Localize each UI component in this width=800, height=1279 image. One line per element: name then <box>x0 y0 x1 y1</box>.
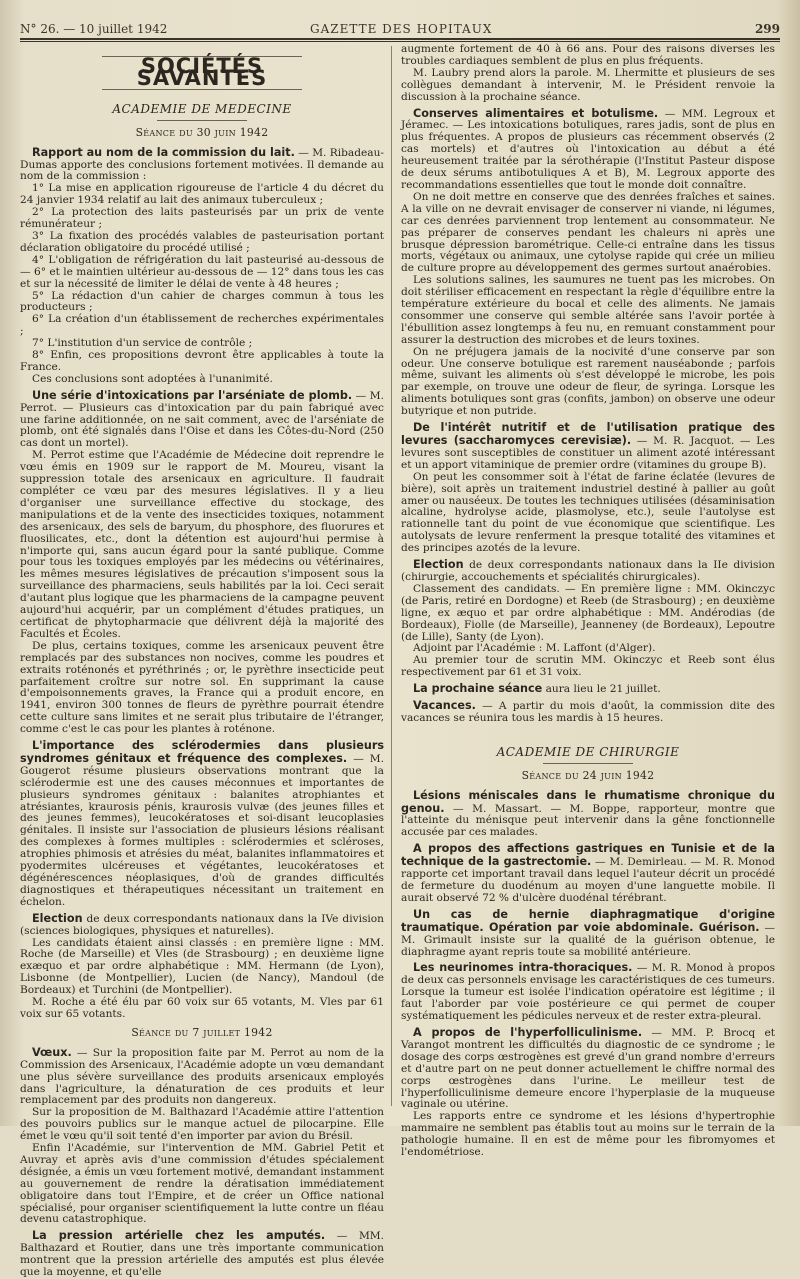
journal-name: GAZETTE DES HOPITAUX <box>310 22 493 36</box>
article-pression: La pression artérielle chez les amputés. — MM. Balthazard et Routier, dans une très importante communication montrent que la pression artérielle des amputés est plus élevée que la moyenne, et qu'elle <box>20 1229 384 1279</box>
article-title: La prochaine séance <box>413 682 543 696</box>
article-gastriques: A propos des affections gastriques en Tunisie et de la technique de la gastrectomie. — M. Demirleau. — M. R. Monod rapporte cet important travail dans lequel l'auteur décrit un procédé de fermeture du duodénum au moyen d'une languette mobile. Il aurait observé 72 % d'ulcère duodénal térébrant. <box>401 842 775 904</box>
seance-heading: Séance du 24 juin 1942 <box>521 768 655 782</box>
right-column <box>401 44 775 1159</box>
paragraph: Enfin l'Académie, sur l'intervention de MM. Gabriel Petit et Auvray et après avis d'une commission d'études spécialement désignée, a émis un vœu fortement motivé, demandant instamment au gouvernement de rendre la dératisation immédiatement obligatoire dans tout l'Empire, et de créer un Office national spécialisé, pour organiser scientifiquement la lutte contre un fléau devenu catastrophique. <box>20 1142 384 1226</box>
article-title: Election <box>32 911 83 925</box>
article-vacances: Vacances. — A partir du mois d'août, la commission dite des vacances se réunira tous les mardis à 15 heures. <box>401 699 775 724</box>
paragraph: Les solutions salines, les saumures ne tuent pas les microbes. On doit stériliser efficacement en respectant la règle d'équilibre entre la température extérieure du bocal et celle des aliments. Ne jamais consommer une conserve qui semble altérée sans l'avoir portée à l'ébullition assez longtemps à feu nu, en remuant constamment pour assurer la destruction des microbes et de leurs toxines. <box>401 274 775 346</box>
article-prochaine-seance: La prochaine séance aura lieu le 21 juillet. <box>413 682 661 696</box>
article-title: Election <box>413 558 464 572</box>
article-title: Vacances. <box>413 699 476 713</box>
article-lait: Rapport au nom de la commission du lait. — M. Ribadeau-Dumas apporte des conclusions fortement motivées. Il demande au nom de la commission : <box>20 145 385 183</box>
article-arseniate: Une série d'intoxications par l'arséniate de plomb. — M. Perrot. — Plusieurs cas d'intoxication par du pain fabriqué avec une farine additionnée, on ne sait comment, avec de l'arséniate de plomb, ont été signalés dans l'Oise et dans les Côtes-du-Nord (250 cas dont un mortel). <box>20 388 385 450</box>
column-divider <box>391 46 392 1106</box>
list-item: 6° La création d'un établissement de recherches expérimentales ; <box>20 313 384 338</box>
article-election-2: Election de deux correspondants nationaux dans la IIe division (chirurgie, accouchements et spécialités chirurgicales). <box>401 558 775 583</box>
article-title: Vœux. <box>32 1045 72 1059</box>
paragraph: augmente fortement de 40 à 66 ans. Pour des raisons diverses les troubles cardiaques semblent de plus en plus fréquents. <box>401 43 775 67</box>
article-levures: De l'intérêt nutritif et de l'utilisation pratique des levures (saccharomyces cerevisiæ). — M. R. Jacquot. — Les levures sont susceptibles de constituer un aliment azoté intéressant et un apport vitaminique de premier ordre (vitamines du groupe B). <box>401 421 775 471</box>
academy-chirurgie-heading: ACADEMIE DE CHIRURGIE <box>401 747 775 764</box>
article-title: Conserves alimentaires et botulisme. <box>413 106 659 120</box>
list-item: 2° La protection des laits pasteurisés par un prix de vente rémunérateur ; <box>20 206 384 231</box>
list-item: 8° Enfin, ces propositions devront être applicables à toute la France. <box>20 349 384 373</box>
article-election: Election de deux correspondants nationaux dans la IVe division (sciences biologiques, physiques et naturelles). <box>20 911 384 937</box>
paragraph: Sur la proposition de M. Balthazard l'Académie attire l'attention des pouvoirs publics sur le manque actuel de pilocarpine. Elle émet le vœu qu'il soit tenté d'en importer par avion du Brésil. <box>20 1106 384 1143</box>
paragraph: M. Perrot estime que l'Académie de Médecine doit reprendre le vœu émis en 1909 sur le rapport de M. Moureu, visant la suppression totale des arsenicaux en agriculture. Il faudrait compléter ce vœu par des mesures législatives. Il y a lieu d'organiser une surveillance effective du stockage, des manipulations et de la vente des insecticides toxiques, notamment des arsenicaux, des sels de baryum, du phosphore, des fluorures et fluosilicates, etc., dont la détention est aujourd'hui permise à n'importe qui, sans aucun égard pour la santé publique. Comme pour tous les toxiques employés par les médecins ou vétérinaires, les mêmes mesures législatives de précaution s'imposent sous la surveillance des pharmaciens, seuls habilités par la loi. Ceci serait d'autant plus logique que les pharmaciens de la campagne peuvent aujourd'hui acquérir, par un complément d'études pratiques, un certificat de phytopharmacie que délivrent déjà la majorité des Facultés et Écoles. <box>20 449 384 640</box>
article-title: A propos des affections gastriques en Tunisie et de la technique de la gastrectomie. <box>401 842 775 869</box>
paragraph: On ne doit mettre en conserve que des denrées fraîches et saines. A la ville on ne devrait envisager de conserver ni viande, ni légumes, car ces denrées parviennent trop lentement au consommateur. Ne pas préparer de conserves pendant les chaleurs ni après une brusque dépression barométrique. Celle-ci entraîne dans les tissus morts, végétaux ou animaux, une cytolyse rapide qui crée un milieu de culture propre au développement des germes surtout anaérobies. <box>401 190 775 275</box>
list-item: 5° La rédaction d'un cahier de charges commun à tous les producteurs ; <box>20 289 384 314</box>
left-column <box>20 44 384 1279</box>
article-sclerodermies: L'importance des sclérodermies dans plusieurs syndromes génitaux et fréquence des complexes. — M. Gougerot résume plusieurs observations montrant que la sclérodermie est une des causes méconnues et importantes de plusieurs syndromes génitaux : balanites atrophiantes et atrésiantes, kraurosis pénis, kraurosis vulvæ (des jeunes filles et des jeunes femmes), leucokératoses et soi-disant leucoplasies génitales. Il insiste sur l'association de plusieurs lésions réalisant des complexes à formes multiples : sclérodermies et scléroses, atrophies phimosis et atrésies du méat, balanites inflammatoires et pyodermites ulcéreuses et végétantes, leucokératoses et dégénérescences néoplasiques, d'où de grandes difficultés diagnostiques et thérapeutiques nécessitant un traitement en échelon. <box>20 739 384 908</box>
article-title: Rapport au nom de la commission du lait. <box>32 145 295 159</box>
list-item: 3° La fixation des procédés valables de pasteurisation portant déclaration obligatoire du procédé utilisé ; <box>20 229 384 254</box>
list-item: 1° La mise en application rigoureuse de l'article 4 du décret du 24 janvier 1934 relatif au lait des animaux tuberculeux ; <box>20 182 384 207</box>
paragraph: De plus, certains toxiques, comme les arsenicaux peuvent être remplacés par des substances non nocives, comme les poudres et extraits roténonés et pyréthrinés ; or, le pyrèthre insecticide peut parfaitement croître sur notre sol. En supprimant la cause d'empoisonnements graves, la France qui a produit encore, en 1941, environ 300 tonnes de fleurs de pyrèthre pourrait étendre cette culture sans limites et ne serait plus tributaire de l'étranger, comme c'est le cas pour les plantes à roténone. <box>20 639 384 736</box>
article-title: Lésions méniscales dans le rhumatisme chronique du genou. <box>401 788 775 815</box>
list-item: 4° L'obligation de réfrigération du lait pasteurisé au-dessous de — 6° et le maintien ultérieur au-dessous de — 12° dans tous les cas et sur la nécessité de limiter le délai de vente à 48 heures ; <box>20 253 384 290</box>
article-title: Un cas de hernie diaphragmatique d'origine traumatique. Opération par voie abdominale. Guérison. <box>401 907 775 934</box>
paragraph: M. Laubry prend alors la parole. M. Lhermitte et plusieurs de ses collègues demandant à intervenir, M. le Président renvoie la discussion à la prochaine séance. <box>401 66 775 103</box>
paragraph: Les candidats étaient ainsi classés : en première ligne : MM. Roche (de Marseille) et Vles (de Strasbourg) ; en deuxième ligne exæquo et par ordre alphabétique : MM. Hermann (de Lyon), Lisbonne (de Montpellier), Lucien (de Nancy), Mandoul (de Bordeaux) et Turchini (de Montpellier). <box>20 936 384 997</box>
header-rule-thin <box>20 41 780 42</box>
paragraph: Classement des candidats. — En première ligne : MM. Okinczyc (de Paris, retiré en Dordogne) et Reeb (de Strasbourg) ; en deuxième ligne, ex æquo et par ordre alphabétique : MM. Andérodias (de Bordeaux), Fiolle (de Marseille), Jeanneney (de Bordeaux), Lepoutre (de Lille), Santy (de Lyon). <box>401 582 775 643</box>
list-item: Ces conclusions sont adoptées à l'unanimité. <box>32 372 273 385</box>
section-title: SOCIÉTÉS SAVANTES <box>102 56 302 90</box>
header-rule <box>20 38 780 40</box>
seance-heading: Séance du 30 juin 1942 <box>135 125 269 139</box>
paragraph: On ne préjugera jamais de la nocivité d'une conserve par son odeur. Une conserve botulique est rarement nauséabonde ; parfois même, suivant les aliments où s'est développé le microbe, les pois par exemple, on trouve une odeur de fleur, de syringa. Lorsque les aliments botuliques sont gras (confits, jambon) on observe une odeur butyrique et non putride. <box>401 345 775 418</box>
page-number: 299 <box>754 22 780 36</box>
paragraph: Au premier tour de scrutin MM. Okinczyc et Reeb sont élus respectivement par 61 et 31 voix. <box>401 654 775 679</box>
article-voeux: Vœux. — Sur la proposition faite par M. Perrot au nom de la Commission des Arsenicaux, l'Académie adopte un vœu demandant une plus sévère surveillance des produits arsenicaux employés dans l'agriculture, la dénaturation de ces produits et leur remplacement par des produits non dangereux. <box>20 1045 384 1107</box>
paragraph: Les rapports entre ce syndrome et les lésions d'hypertrophie mammaire ne semblent pas établis tout au moins sur le terrain de la pathologie humaine. Il en est de même pour les fibromyomes et l'endométriose. <box>401 1110 775 1159</box>
article-title: Les neurinomes intra-thoraciques. <box>413 961 633 975</box>
issue-date: N° 26. — 10 juillet 1942 <box>20 22 168 36</box>
seance-heading: Séance du 7 juillet 1942 <box>131 1025 273 1039</box>
paragraph: On peut les consommer soit à l'état de farine éclatée (levures de bière), soit après un traitement industriel destiné à pallier au goût amer ou nauséeux. De toutes les techniques utilisées (désaminisation alcaline, hydrolyse acide, plasmolyse, etc.), seule l'autolyse est rationnelle tant du point de vue économique que scientifique. Les autolysats de levure renferment la presque totalité des vitamines et des principes azotés de la levure. <box>401 470 775 555</box>
article-title: Une série d'intoxications par l'arséniate de plomb. <box>32 388 353 402</box>
list-item: 7° L'institution d'un service de contrôle ; <box>32 337 253 350</box>
article-title: L'importance des sclérodermies dans plusieurs syndromes génitaux et fréquence des complexes. <box>20 739 384 765</box>
article-neurinomes: Les neurinomes intra-thoraciques. — M. R. Monod à propos de deux cas personnels envisage les caractéristiques de ces tumeurs. Lorsque la tumeur est isolée l'indication opératoire est légitime ; il faut l'aborder par voie postérieure ce qui permet de couper systématiquement les pédicules nerveux et de rester extra-pleural. <box>401 961 776 1023</box>
article-meniscales: Lésions méniscales dans le rhumatisme chronique du genou. — M. Massart. — M. Boppe, rapporteur, montre que l'atteinte du ménisque peut intervenir dans la gêne fonctionnelle accusée par ces malades. <box>401 788 775 839</box>
article-hyperfolliculinisme: A propos de l'hyperfolliculinisme. — MM. P. Brocq et Varangot montrent les difficultés du diagnostic de ce syndrome ; le dosage des corps œstrogènes est grevé d'un grand nombre d'erreurs et d'autre part on ne peut donner actuellement le chiffre normal des corps œstrogènes dans l'urine. Le meilleur test de l'hyperfolliculinisme demeure encore l'hyperplasie de la muqueuse vaginale ou utérine. <box>401 1025 775 1111</box>
paragraph: Adjoint par l'Académie : M. Laffont (d'Alger). <box>413 642 656 655</box>
article-hernie: Un cas de hernie diaphragmatique d'origine traumatique. Opération par voie abdominale. Guérison. — M. Grimault insiste sur la qualité de la guérison obtenue, le diaphragme ayant repris toute sa mobilité antérieure. <box>401 907 775 958</box>
article-title: A propos de l'hyperfolliculinisme. <box>413 1025 643 1039</box>
article-conserves: Conserves alimentaires et botulisme. — MM. Legroux et Jéramec. — Les intoxications botuliques, rares jadis, sont de plus en plus fréquentes. A propos de plusieurs cas récemment observés (2 cas mortels) et d'autres où l'intoxication au début a été heureusement traitée par la sérothérapie (l'Institut Pasteur dispose de deux sérums antibotuliques A et B), M. Legroux apporte des recommandations essentielles que tout le monde doit connaître. <box>401 106 775 191</box>
article-title: De l'intérêt nutritif et de l'utilisation pratique des levures (saccharomyces cerevisiæ). <box>401 421 775 447</box>
paragraph: M. Roche a été élu par 60 voix sur 65 votants, M. Vles par 61 voix sur 65 votants. <box>20 996 384 1020</box>
academy-medecine-heading: ACADEMIE DE MEDECINE <box>20 104 384 121</box>
article-title: La pression artérielle chez les amputés. <box>32 1229 326 1243</box>
